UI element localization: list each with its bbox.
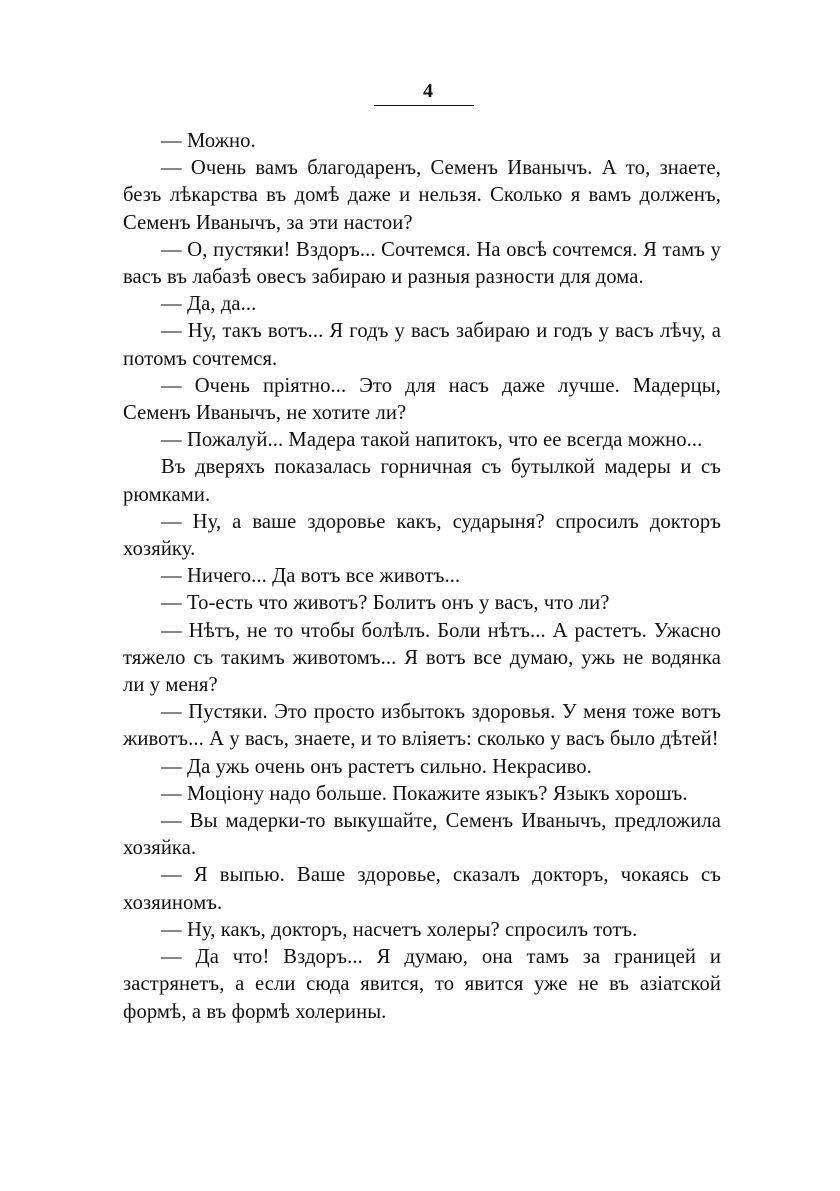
paragraph: — Пожалуй... Мадера такой напитокъ, что ее всегда можно... (161, 429, 703, 452)
paragraph: — Я выпью. Ваше здоровье, сказалъ докторъ, чокаясь съ хозяиномъ. (123, 864, 721, 914)
header-rule (374, 105, 474, 106)
paragraph: — Ну, такъ вотъ... Я годъ у васъ забираю и годъ у васъ лѣчу, а потомъ сочтемся. (123, 320, 721, 370)
paragraph: — Можно. (161, 130, 256, 152)
paragraph: Въ дверяхъ показалась горничная съ бутылкой мадеры и съ рюмками. (123, 456, 721, 506)
paragraph: — Очень пріятно... Это для насъ даже лучше. Мадерцы, Семенъ Иванычъ, не хотите ли? (123, 374, 721, 425)
paragraph: — Да ужь очень онъ растетъ сильно. Некрасиво. (161, 755, 592, 778)
paragraph: — Ничего... Да вотъ все животъ... (161, 565, 461, 588)
paragraph: — Моціону надо больше. Покажите языкъ? Языкъ хорошъ. (161, 782, 688, 805)
paragraph: — То-есть что животъ? Болитъ онъ у васъ, что ли? (161, 592, 610, 615)
paragraph: — Да, да... (161, 293, 257, 316)
body-text (123, 128, 721, 1026)
paragraph: — Вы мадерки-то выкушайте, Семенъ Иванычъ, предложила хозяйка. (123, 810, 721, 860)
paragraph: — Очень вамъ благодаренъ, Семенъ Иванычъ. А то, знаете, безъ лѣкарства въ домѣ даже и нельзя. Сколько я вамъ долженъ, Семенъ Иванычъ, за эти настои? (123, 157, 721, 234)
page-header (0, 80, 840, 102)
paragraph: — Да что! Вздоръ... Я думаю, она тамъ за границей и застрянетъ, а если сюда явится, то явится уже не въ азіатской формѣ, а въ формѣ холерины. (123, 946, 721, 1023)
paragraph: — Ну, а ваше здоровье какъ, сударыня? спросилъ докторъ хозяйку. (123, 510, 721, 561)
paragraph: — Пустяки. Это просто избытокъ здоровья. У меня тоже вотъ животъ... А у васъ, знаете, и то вліяетъ: сколько у васъ было дѣтей! (123, 701, 721, 751)
paragraph: — Ну, какъ, докторъ, насчетъ холеры? спросилъ тотъ. (161, 918, 638, 941)
paragraph: — Нѣтъ, не то чтобы болѣлъ. Боли нѣтъ... А растетъ. Ужасно тяжело съ такимъ животомъ... Я вотъ все думаю, ужь не водянка ли у меня? (123, 619, 721, 697)
page-number: 4 (423, 80, 433, 102)
paragraph: — О, пустяки! Вздоръ... Сочтемся. На овсѣ сочтемся. Я тамъ у васъ въ лабазѣ овесъ забираю и разныя разности для дома. (123, 238, 721, 289)
